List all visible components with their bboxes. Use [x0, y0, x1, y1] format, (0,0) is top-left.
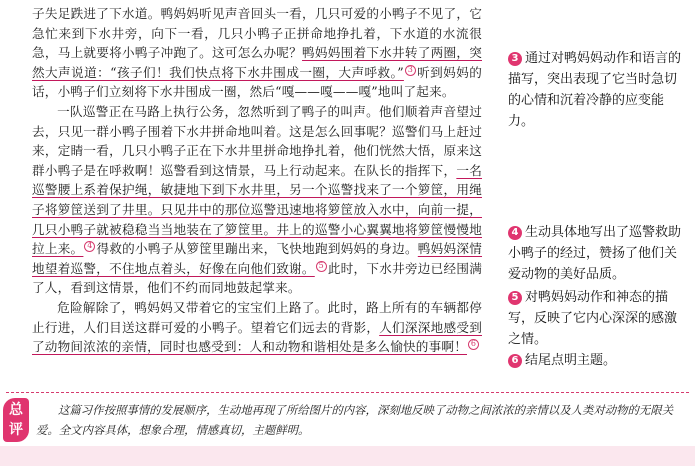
annotation-marker-6: 6 [468, 339, 479, 350]
paragraph-1-tail: 听到妈妈的话，小鸭子们立刻将下水井围成一圈，然后“嘎——嘎——嘎”地叫了起来。 [32, 64, 483, 100]
annotation-text-6: 结尾点明主题。 [525, 353, 617, 368]
annotation-number-4: 4 [508, 226, 522, 240]
underlined-sentence-5: 鸭妈妈深情地望着巡警，不住地点着头，好像在向他们致谢。 [32, 241, 483, 276]
paragraph-3 [32, 298, 482, 357]
paragraph-3-text: 危险解除了，鸭妈妈又带着它的宝宝们上路了。此时，路上所有的车辆都停止行进，人们目送这群可爱的小鸭子。望着它们远去的背影， [32, 299, 482, 335]
annotation-number-6: 6 [508, 354, 522, 368]
summary-text [36, 400, 686, 440]
annotation-5 [508, 287, 683, 350]
paragraph-2-middle: 得救的小鸭子从箩筐里蹦出来，飞快地跑到妈妈的身边。 [96, 241, 418, 257]
summary-badge: 总评 [3, 398, 29, 442]
paragraph-1-text: 子失足跌进了下水道。鸭妈妈听见声音回头一看，几只可爱的小鸭子不见了，它急忙来到下水井旁，向下一看，几只小鸭子正拼命地挣扎着，下水道的水流很急，马上就要将小鸭子冲跑了。这可怎么办呢？ [32, 6, 482, 61]
underlined-sentence-6: 人们深深地感受到了动物间浓浓的亲情，同时也感受到：人和动物和谐相处是多么愉快的事啊！ [32, 319, 482, 355]
paragraph-2-tail: 此时，下水井旁边已经围满了人，看到这情景，他们不约而同地鼓起掌来。 [32, 260, 482, 296]
summary-body: 这篇习作按照事情的发展顺序，生动地再现了所给图片的内容，深刻地反映了动物之间浓浓的亲情以及人类对动物的无限关爱。全文内容具体，想象合理，情感真切，主题鲜明。 [36, 403, 674, 437]
annotation-text-3: 通过对鸭妈妈动作和语言的描写，突出表现了它当时急切的心情和沉着冷静的应变能力。 [508, 51, 682, 129]
annotation-text-5: 对鸭妈妈动作和神态的描写，反映了它内心深深的感激之情。 [508, 290, 678, 347]
underlined-sentence-4: 一名巡警腰上系着保护绳，敏捷地下到下水井里，另一个巡警找来了一个箩筐，用绳子将箩筐送到了井里。只见井中的那位巡警迅速地将箩筐放入水中，向前一提，几只小鸭子就被稳稳当当地装在了箩筐里。井上的巡警小心翼翼地将箩筐慢慢地拉上来。 [32, 162, 482, 257]
annotation-marker-3: 3 [405, 65, 416, 76]
annotation-number-3: 3 [508, 52, 522, 66]
annotation-marker-4: 4 [84, 241, 95, 252]
paragraph-1 [32, 4, 482, 102]
annotation-6 [508, 350, 683, 371]
paragraph-2-text: 一队巡警正在马路上执行公务，忽然听到了鸭子的叫声。他们顺着声音望过去，只见一群小鸭子围着下水井拼命地叫着。这是怎么回事呢？巡警们马上赶过来，定睛一看，几只小鸭子正在下水井里拼命地挣扎着，他们恍然大悟，原来这群小鸭子是在呼救啊！巡警看到这情景，马上行动起来。在队长的指挥下， [32, 103, 482, 178]
annotation-marker-5: 5 [316, 261, 327, 272]
underlined-sentence-3: 鸭妈妈围着下水井转了两圈，突然大声说道：“孩子们！我们快点将下水井围成一圈，大声呼救。” [32, 45, 482, 80]
annotation-4 [508, 222, 683, 285]
annotation-number-5: 5 [508, 291, 522, 305]
bottom-decoration [0, 446, 695, 466]
annotation-text-4: 生动具体地写出了巡警救助小鸭子的经过，赞扬了他们关爱动物的美好品质。 [508, 225, 682, 282]
annotation-3 [508, 48, 683, 132]
paragraph-2 [32, 102, 482, 298]
essay-body [32, 4, 482, 357]
